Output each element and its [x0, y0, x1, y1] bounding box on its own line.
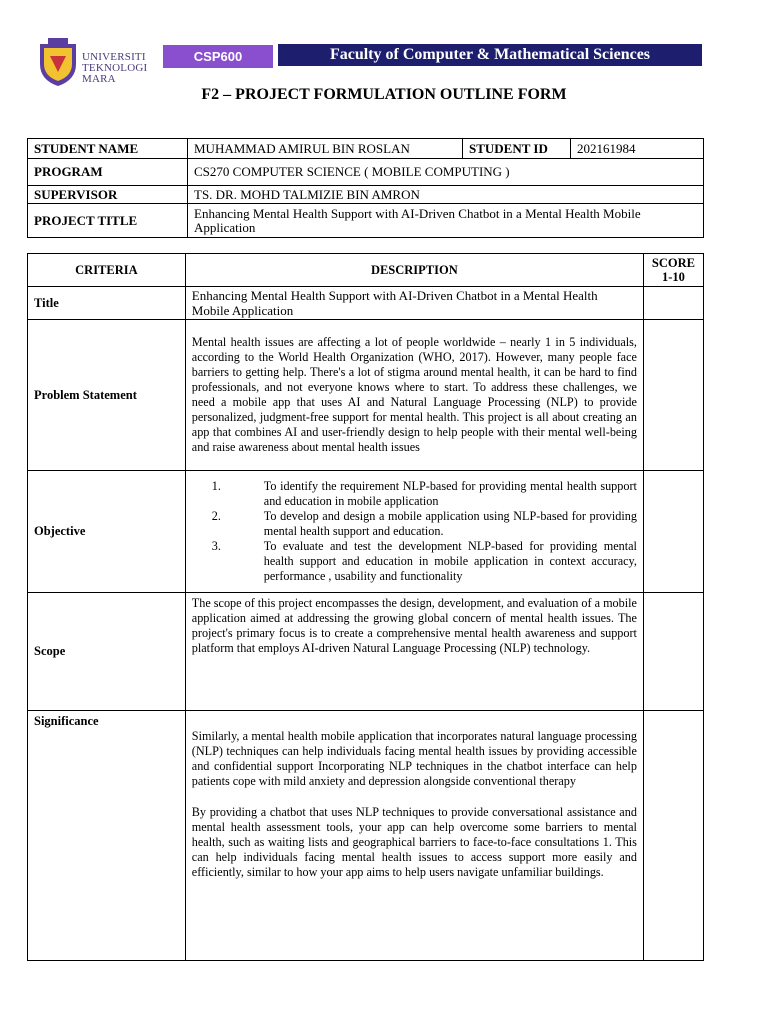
- problem-description: Mental health issues are affecting a lot of people worldwide – nearly 1 in 5 individuals, according to the World Health Organization (WHO, 2017). However, many people face barriers to getting help. There's a lot of stigma around mental health, it can be hard to find professionals, and not everyone knows where to start. To address these challenges, we need a mobile app that uses AI and Natural Language Processing (NLP) to provide personalized, judgment-free support for mental health. This project is all about creating an app that combines AI and user-friendly design to help people with their mental well-being and raise awareness about mental health issues: [185, 320, 643, 471]
- program-label: PROGRAM: [28, 159, 188, 186]
- table-row: [28, 593, 704, 711]
- problem-criteria: Problem Statement: [28, 320, 186, 471]
- title-description: Enhancing Mental Health Support with AI-Driven Chatbot in a Mental Health Mobile Application: [185, 287, 643, 320]
- form-title: F2 – PROJECT FORMULATION OUTLINE FORM: [201, 86, 567, 103]
- project-title-value: Enhancing Mental Health Support with AI-Driven Chatbot in a Mental Health Mobile Application: [188, 204, 704, 238]
- student-name-label: STUDENT NAME: [28, 139, 188, 159]
- criteria-table: [27, 253, 704, 961]
- criteria-header: CRITERIA: [28, 254, 186, 287]
- table-row: [28, 159, 704, 186]
- university-logo: [36, 38, 158, 88]
- program-value: CS270 COMPUTER SCIENCE ( MOBILE COMPUTING ): [188, 159, 704, 186]
- objective-description: [185, 471, 643, 593]
- course-code-badge: CSP600: [163, 45, 273, 68]
- faculty-banner: Faculty of Computer & Mathematical Sciences: [278, 44, 702, 66]
- significance-criteria: Significance: [28, 711, 186, 961]
- student-name-value: MUHAMMAD AMIRUL BIN ROSLAN: [188, 139, 463, 159]
- table-row: [28, 320, 704, 471]
- objective-list: [192, 479, 637, 584]
- objective-criteria: Objective: [28, 471, 186, 593]
- student-info-table: [27, 138, 704, 238]
- list-item: 2. To develop and design a mobile application using NLP-based for providing mental health support and education.: [211, 509, 637, 538]
- problem-score-cell[interactable]: [643, 320, 703, 471]
- table-row: [28, 471, 704, 593]
- supervisor-label: SUPERVISOR: [28, 186, 188, 204]
- significance-score-cell[interactable]: [643, 711, 703, 961]
- significance-paragraph-2: By providing a chatbot that uses NLP techniques to provide conversational assistance and mental health assessment tools, your app can help overcome some barriers to mental health, such as waiting lists and geographical barriers to face-to-face consultations 1. This can help individuals facing mental health issues to access support more easily and efficiently, similar to how your app aims to help users navigate unfamiliar buildings.: [191, 805, 637, 879]
- title-score-cell[interactable]: [643, 287, 703, 320]
- list-item: 3. To evaluate and test the development NLP-based for providing mental health support and education in mobile application in context accuracy, performance , usability and functionality: [211, 539, 637, 583]
- significance-paragraph-1: Similarly, a mental health mobile application that incorporates natural language processing (NLP) techniques can help individuals facing mental health issues by providing accessible and confidential support Incorporating NLP techniques in the chatbot interface can help patients cope with mild anxiety and depression alongside conventional therapy: [191, 729, 637, 788]
- objective-score-cell[interactable]: [643, 471, 703, 593]
- table-row: [28, 186, 704, 204]
- supervisor-value: TS. DR. MOHD TALMIZIE BIN AMRON: [188, 186, 704, 204]
- table-row: [28, 287, 704, 320]
- university-crest-icon: [36, 38, 80, 88]
- scope-criteria: Scope: [28, 593, 186, 711]
- project-title-label: PROJECT TITLE: [28, 204, 188, 238]
- table-row: [28, 711, 704, 961]
- list-item: 1. To identify the requirement NLP-based for providing mental health support and education in mobile application: [211, 479, 637, 508]
- table-header-row: [28, 254, 704, 287]
- university-name: UNIVERSITI TEKNOLOGI MARA: [82, 51, 148, 85]
- scope-score-cell[interactable]: [643, 593, 703, 711]
- student-id-label: STUDENT ID: [463, 139, 571, 159]
- table-row: [28, 139, 704, 159]
- score-header: SCORE 1-10: [643, 254, 703, 287]
- student-id-value: 202161984: [571, 139, 704, 159]
- significance-description: [185, 711, 643, 961]
- table-row: [28, 204, 704, 238]
- title-criteria: Title: [28, 287, 186, 320]
- description-header: DESCRIPTION: [185, 254, 643, 287]
- scope-description: The scope of this project encompasses the design, development, and evaluation of a mobile application aimed at addressing the growing global concern of mental health issues. The project's primary focus is to create a comprehensive mental health awareness and support platform that employs AI-driven Natural Language Processing (NLP) technology.: [185, 593, 643, 711]
